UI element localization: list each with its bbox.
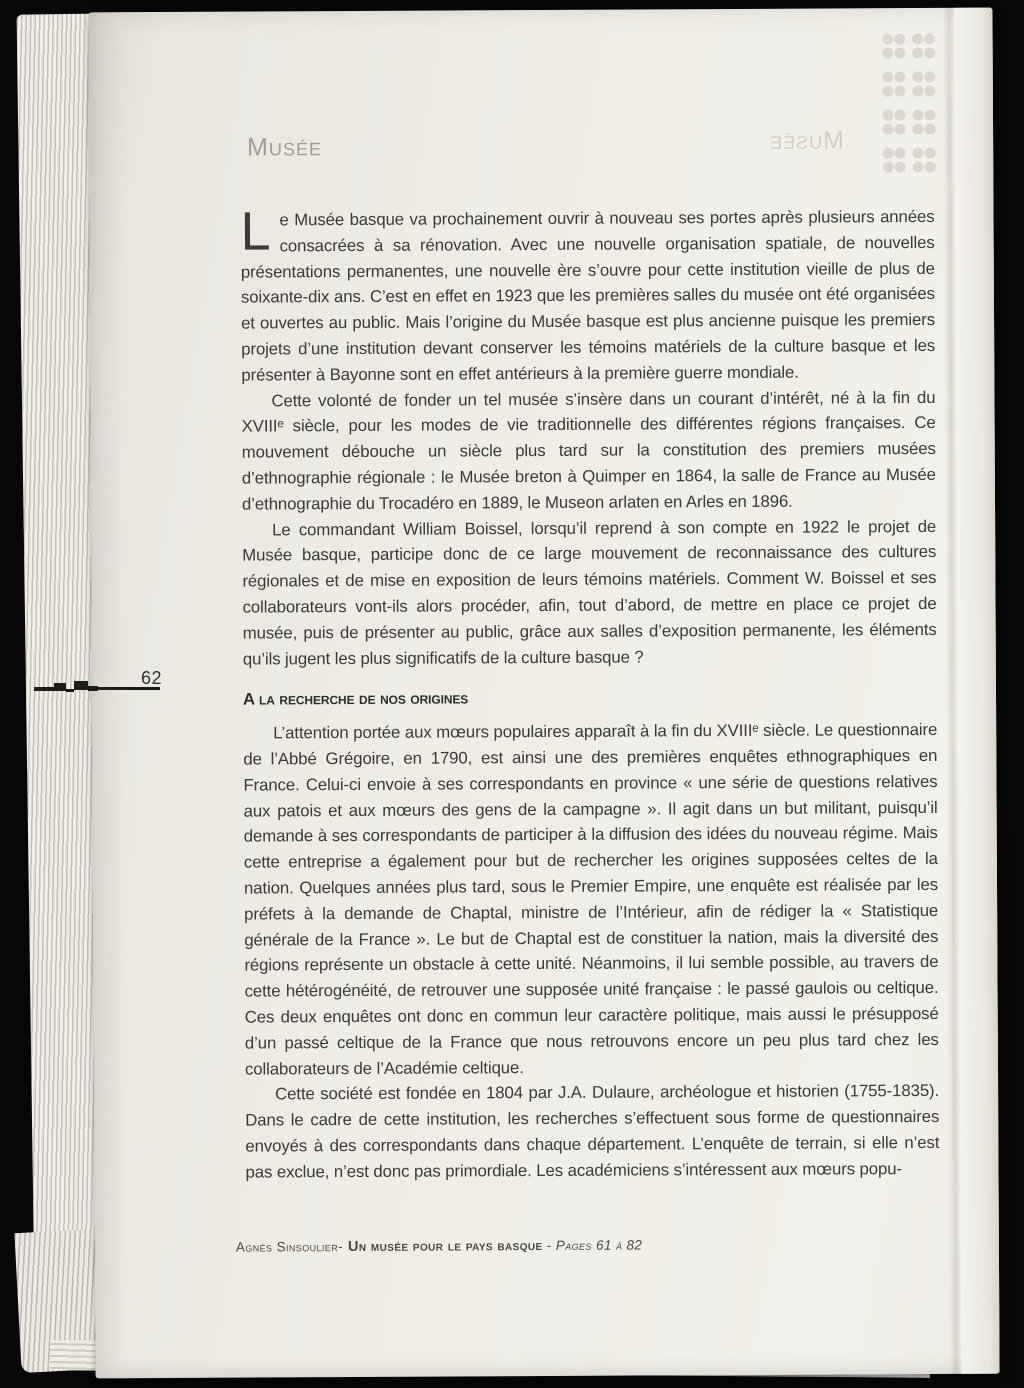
paragraph: Le commandant William Boissel, lorsqu’il reprend à son compte en 1922 le projet de Musée basque, participe donc de ce large mouvement de reconnaissance des cultures régionales et de mise en exposition de leurs témoins matériels. Comment W. Boissel et ses collaborateurs vont-ils alors procéder, afin, tout d’abord, de mettre en place ce projet de musée, puis de présenter au public, grâce aux salles d’exposition permanente, les éléments qu’ils jugent les plus significatifs de la culture basque ?	[242, 516, 937, 669]
corner-ornament-icon	[881, 32, 940, 182]
running-header: Musée	[247, 133, 323, 162]
section-heading: A la recherche de nos origines	[242, 688, 469, 709]
paragraph: Le Musée basque va prochainement ouvrir à nouveau ses portes après plusieurs années consacrées à sa rénovation. Avec une nouvelle organisation spatiale, de nouvelles présentations permanentes, une nouvelle ère s’ouvre pour cette institution vieille de plus de soixante-dix ans. C’est en effet en 1923 que les premières salles du musée ont été organisées et ouvertes au public. Mais l’origine du Musée basque est plus ancienne puisque les premiers projets d’une institution devant conserver les témoins matériels de la culture basque et les présenter à Bayonne sont en effet antérieurs à la première guerre mondiale.	[240, 201, 936, 385]
paragraph: L’attention portée aux mœurs populaires apparaît à la fin du XVIIIᵉ siècle. Le questionnaire de l’Abbé Grégoire, en 1790, est ainsi une des premières enquêtes ethnographiques en France. Celui-ci envoie à ses correspondants en province « une série de questions relatives aux patois et aux mœurs des gens de la campagne ». Il agit dans un but militant, puisqu’il demande à ses correspondants de participer à la diffusion des idées du nouveau régime. Mais cette entreprise a également pour but de rechercher les origines supposées celtes de la nation. Quelques années plus tard, sous le Premier Empire, une enquête est réalisée par les préfets à la demande de Chaptal, ministre de l’Intérieur, afin de rédiger la « Statistique générale de la France ». Le but de Chaptal est de constituer la nation, mais la diversité des régions représente un obstacle à cette unité. Néanmoins, il lui semble possible, au travers de cette hétérogénéité, de retrouver une supposée unité française : le passé gaulois ou celtique. Ces deux enquêtes ont donc en commun leur caractère politique, mais aussi le présupposé d’un passé celtique de la France que nous retrouvons encore un peu plus tard chez les collaborateurs de l’Académie celtique.	[243, 720, 939, 1079]
drop-cap: L	[240, 201, 271, 262]
page-footer	[236, 1237, 643, 1255]
next-page-edge	[954, 8, 999, 1374]
footer-separator: -	[542, 1237, 556, 1254]
running-header-showthrough: Musée	[769, 126, 845, 155]
book-page	[88, 8, 999, 1379]
footer-article-title: Un musée pour le pays basque	[347, 1238, 543, 1256]
paragraph: Cette volonté de fonder un tel musée s’insère dans un courant d’intérêt, né à la fin du XVIIIᵉ siècle, pour les modes de vie traditionnelle des différentes régions françaises. Ce mouvement débouche un siècle plus tard sur la constitution des premiers musées d’ethnographie régionale : le Musée breton à Quimper en 1864, la salle de France au Musée d’ethnographie du Trocadéro en 1889, le Museon arlaten en Arles en 1896.	[241, 387, 936, 514]
paragraph: Cette société est fondée en 1804 par J.A. Dulaure, archéologue et historien (1755-1835). Dans le cadre de cette institution, les recherches s’effectuent sous forme de questionnaires envoyés à des correspondants dans chaque département. L’enquête de terrain, si elle n’est pas exclue, n’est donc pas primordiale. Les académiciens s’intéressent aux mœurs popu-	[245, 1081, 940, 1182]
footer-page-range: Pages 61 à 82	[555, 1237, 643, 1253]
footer-author: Agnès Sinsoulier-	[235, 1239, 344, 1255]
margin-page-number: 62	[141, 668, 163, 688]
body-text-column	[240, 201, 940, 1185]
